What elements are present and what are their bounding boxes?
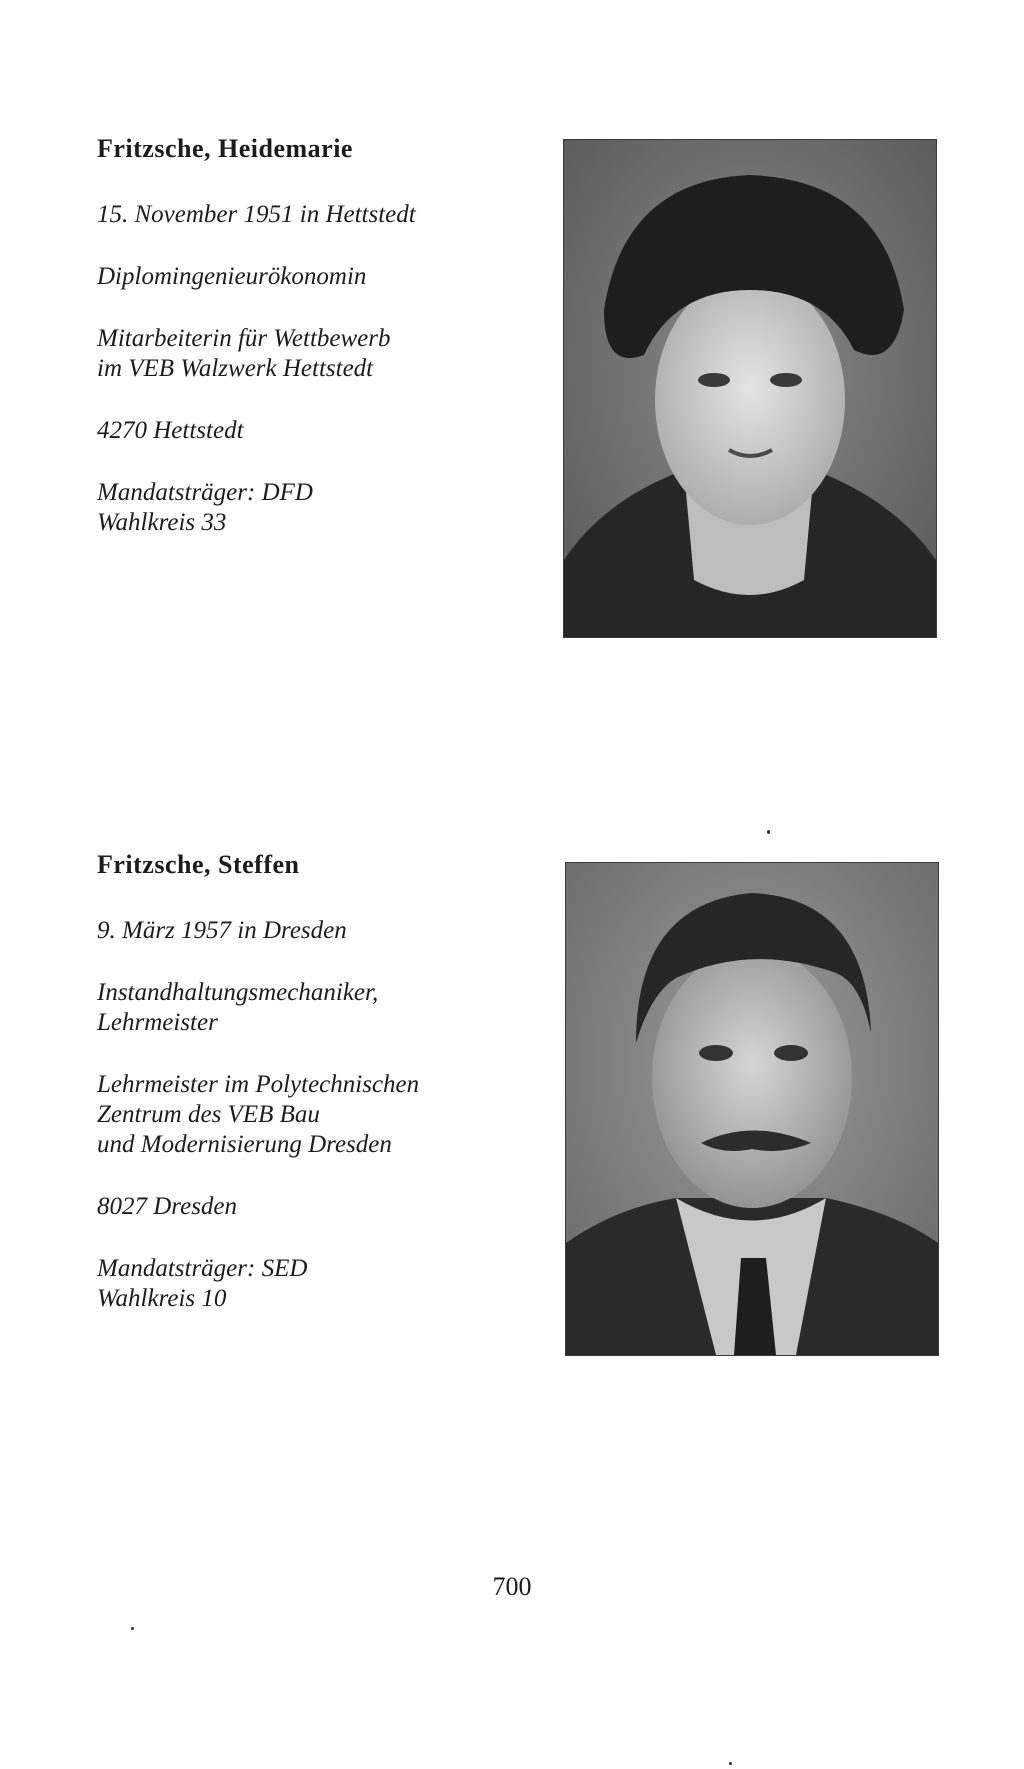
portrait-photo-heidemarie — [563, 139, 937, 638]
constituency-line: Wahlkreis 33 — [97, 509, 227, 536]
constituency-line: Wahlkreis 10 — [97, 1285, 227, 1312]
position-line: Mitarbeiterin für Wettbewerb — [97, 325, 391, 352]
entry-steffen-fritzsche — [97, 848, 537, 1346]
print-speck — [767, 830, 770, 834]
birth-date-place: 15. November 1951 in Hettstedt — [97, 201, 416, 228]
print-speck — [729, 1762, 732, 1765]
position-line: Lehrmeister im Polytechnischen — [97, 1071, 420, 1098]
residence-block — [97, 416, 537, 446]
mandate-block — [97, 1254, 537, 1314]
position-line: und Modernisierung Dresden — [97, 1131, 392, 1158]
residence-block — [97, 1192, 537, 1222]
print-speck — [131, 1627, 134, 1630]
birth-block — [97, 916, 537, 946]
entry-name: Fritzsche, Steffen — [97, 850, 300, 879]
mandate-block — [97, 478, 537, 538]
profession-block — [97, 262, 537, 292]
residence-line: 8027 Dresden — [97, 1193, 238, 1220]
residence-line: 4270 Hettstedt — [97, 417, 244, 444]
birth-date-place: 9. März 1957 in Dresden — [97, 917, 347, 944]
position-line: Zentrum des VEB Bau — [97, 1101, 320, 1128]
position-block — [97, 324, 537, 384]
position-line: im VEB Walzwerk Hettstedt — [97, 355, 374, 382]
portrait-photo-steffen — [565, 862, 939, 1356]
mandate-line: Mandatsträger: DFD — [97, 479, 313, 506]
page-number: 700 — [492, 1572, 532, 1601]
position-block — [97, 1070, 537, 1160]
mandate-line: Mandatsträger: SED — [97, 1255, 308, 1282]
profession-block — [97, 978, 537, 1038]
entry-heidemarie-fritzsche — [97, 132, 537, 570]
portrait-image — [564, 140, 936, 637]
profession-line: Instandhaltungsmechaniker, — [97, 979, 379, 1006]
profession-line: Lehrmeister — [97, 1009, 218, 1036]
birth-block — [97, 200, 537, 230]
profession-line: Diplomingenieurökonomin — [97, 263, 367, 290]
entry-name: Fritzsche, Heidemarie — [97, 134, 353, 163]
portrait-image — [566, 863, 938, 1355]
